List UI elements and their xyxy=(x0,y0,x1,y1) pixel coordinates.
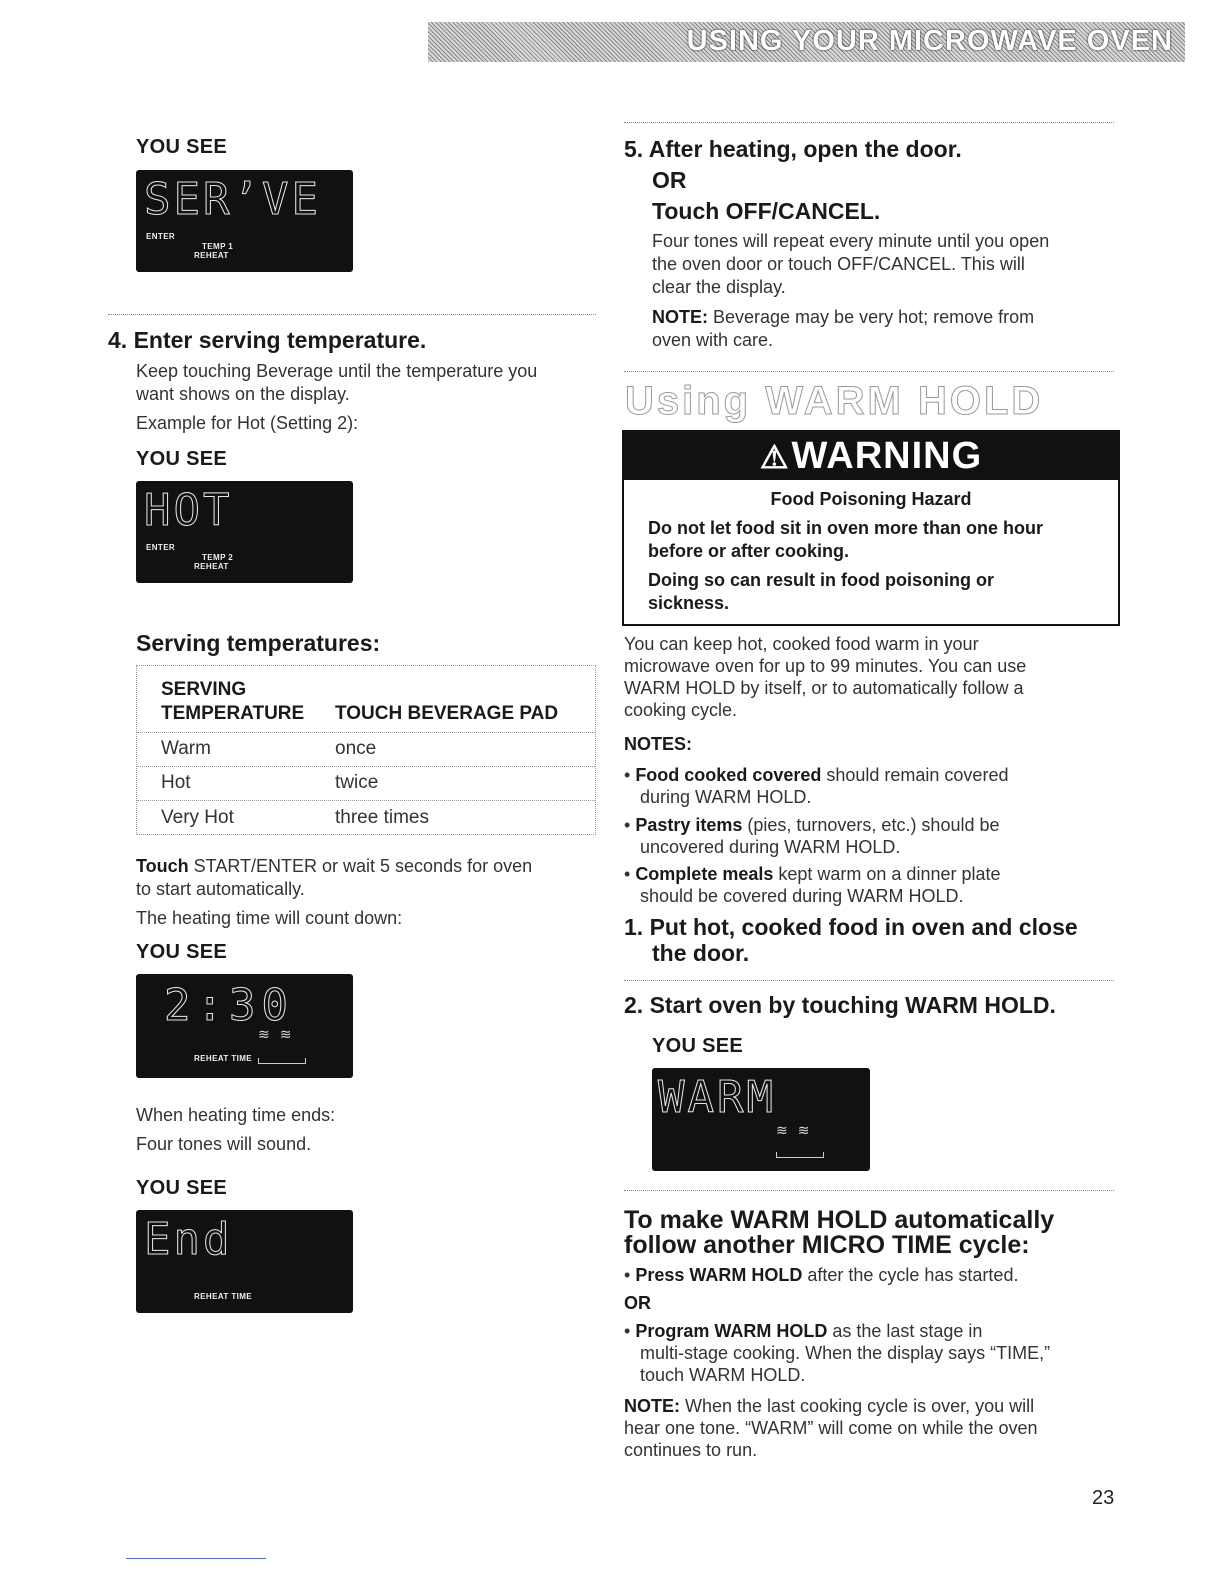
warning-line: before or after cooking. xyxy=(648,541,850,561)
serving-temperatures-heading: Serving temperatures: xyxy=(136,630,381,656)
warning-line: Doing so can result in food poisoning or xyxy=(648,570,994,590)
you-see-label: YOU SEE xyxy=(136,448,228,470)
display-warm xyxy=(652,1068,870,1171)
ends-para-line: Four tones will sound. xyxy=(136,1134,312,1154)
step-4-para-line: want shows on the display. xyxy=(136,384,350,404)
step-5-heading: 5. After heating, open the door. xyxy=(624,136,962,162)
display-label-reheat: REHEAT xyxy=(194,562,229,571)
you-see-label: YOU SEE xyxy=(136,941,228,963)
warning-title: WARNING xyxy=(791,435,983,477)
note-item-cont: uncovered during WARM HOLD. xyxy=(640,837,901,857)
display-hot xyxy=(136,481,353,583)
step-1-heading: 1. Put hot, cooked food in oven and close xyxy=(624,914,1078,940)
table-header-touch: TOUCH BEVERAGE PAD xyxy=(335,703,559,724)
header-band xyxy=(428,22,1185,62)
step-5-para-line: clear the display. xyxy=(652,277,786,297)
step-1-heading-cont: the door. xyxy=(652,940,750,966)
intro-line: microwave oven for up to 99 minutes. You can use xyxy=(624,656,1027,676)
wave-icon: ≋≋ xyxy=(776,1122,820,1138)
auto-heading: To make WARM HOLD automatically xyxy=(624,1206,1055,1234)
display-end xyxy=(136,1210,353,1313)
table-cell-touch: once xyxy=(335,738,377,759)
display-text: WARM xyxy=(658,1072,776,1123)
auto-note-cont: continues to run. xyxy=(624,1440,758,1460)
auto-bullet: • Press WARM HOLD after the cycle has started. xyxy=(624,1265,1019,1285)
intro-line: cooking cycle. xyxy=(624,700,738,720)
table-cell-temp: Very Hot xyxy=(161,807,234,828)
you-see-label: YOU SEE xyxy=(136,136,228,158)
ends-para-line: When heating time ends: xyxy=(136,1105,336,1125)
display-text: End xyxy=(144,1214,233,1265)
you-see-label: YOU SEE xyxy=(136,1177,228,1199)
step-5-note: oven with care. xyxy=(652,330,774,350)
note-item: • Complete meals kept warm on a dinner plate xyxy=(624,864,1001,884)
note-item-cont: during WARM HOLD. xyxy=(640,787,812,807)
you-see-label: YOU SEE xyxy=(652,1035,744,1057)
table-header-temperature: TEMPERATURE xyxy=(161,703,305,724)
display-label-reheat-time: REHEAT TIME xyxy=(194,1054,253,1063)
table-cell-temp: Warm xyxy=(161,738,211,759)
display-label-temp: TEMP 1 xyxy=(202,242,234,251)
step-2-heading: 2. Start oven by touching WARM HOLD. xyxy=(624,992,1056,1018)
serving-temperatures-table xyxy=(136,665,596,835)
notes-label: NOTES: xyxy=(624,734,693,754)
auto-bullet-cont: touch WARM HOLD. xyxy=(640,1365,806,1385)
display-label-enter: ENTER xyxy=(146,232,176,241)
step-4-heading: 4. Enter serving temperature. xyxy=(108,327,427,353)
auto-bullet-cont: multi-stage cooking. When the display says “TIME,” xyxy=(640,1343,1051,1363)
warning-hazard: Food Poisoning Hazard xyxy=(770,489,972,509)
table-cell-touch: twice xyxy=(335,772,379,793)
step-4-para-line: Keep touching Beverage until the temperature you xyxy=(136,361,538,381)
auto-heading-cont: follow another MICRO TIME cycle: xyxy=(624,1231,1030,1259)
display-label-reheat-time: REHEAT TIME xyxy=(194,1292,253,1301)
table-header-serving: SERVING xyxy=(161,679,247,700)
auto-or: OR xyxy=(624,1293,651,1313)
warning-line: Do not let food sit in oven more than one hour xyxy=(648,518,1043,538)
display-label-temp: TEMP 2 xyxy=(202,553,234,562)
display-label-reheat: REHEAT xyxy=(194,251,229,260)
auto-bullet: • Program WARM HOLD as the last stage in xyxy=(624,1321,983,1341)
display-text: 2:30 xyxy=(164,980,294,1031)
table-cell-temp: Hot xyxy=(161,772,191,793)
display-text: SER’VE xyxy=(144,174,321,225)
divider xyxy=(108,314,596,315)
note-item: • Pastry items (pies, turnovers, etc.) should be xyxy=(624,815,1000,835)
header-title: USING YOUR MICROWAVE OVEN xyxy=(686,25,1173,57)
note-item: • Food cooked covered should remain covered xyxy=(624,765,1009,785)
auto-note-cont: hear one tone. “WARM” will come on while the oven xyxy=(624,1418,1038,1438)
wave-icon: ≋≋ xyxy=(258,1026,302,1042)
display-text: HOT xyxy=(144,485,233,536)
auto-note: NOTE: When the last cooking cycle is over, you will xyxy=(624,1396,1035,1416)
countdown-para: The heating time will count down: xyxy=(136,908,403,928)
touch-para-line: Touch START/ENTER or wait 5 seconds for oven xyxy=(136,856,533,876)
warning-box xyxy=(622,430,1120,626)
warning-line: sickness. xyxy=(648,593,730,613)
warning-bar xyxy=(624,432,1118,480)
step-5-or: OR xyxy=(652,167,687,193)
step-5-para-line: the oven door or touch OFF/CANCEL. This will xyxy=(652,254,1025,274)
section-title: Using WARM HOLD xyxy=(625,379,1044,423)
footer-rule xyxy=(126,1558,266,1559)
intro-line: WARM HOLD by itself, or to automatically follow a xyxy=(624,678,1024,698)
display-countdown xyxy=(136,974,353,1078)
warning-icon: ⚠ xyxy=(759,439,790,475)
step-5-note: NOTE: Beverage may be very hot; remove from xyxy=(652,307,1035,327)
step-4-example: Example for Hot (Setting 2): xyxy=(136,413,359,433)
intro-line: You can keep hot, cooked food warm in your xyxy=(624,634,979,654)
touch-para-line: to start automatically. xyxy=(136,879,305,899)
page-number: 23 xyxy=(1092,1487,1115,1509)
table-cell-touch: three times xyxy=(335,807,429,828)
step-5-off-cancel: Touch OFF/CANCEL. xyxy=(652,198,881,224)
note-item-cont: should be covered during WARM HOLD. xyxy=(640,886,964,906)
display-serve xyxy=(136,170,353,272)
display-label-enter: ENTER xyxy=(146,543,176,552)
step-5-para-line: Four tones will repeat every minute until you open xyxy=(652,231,1050,251)
